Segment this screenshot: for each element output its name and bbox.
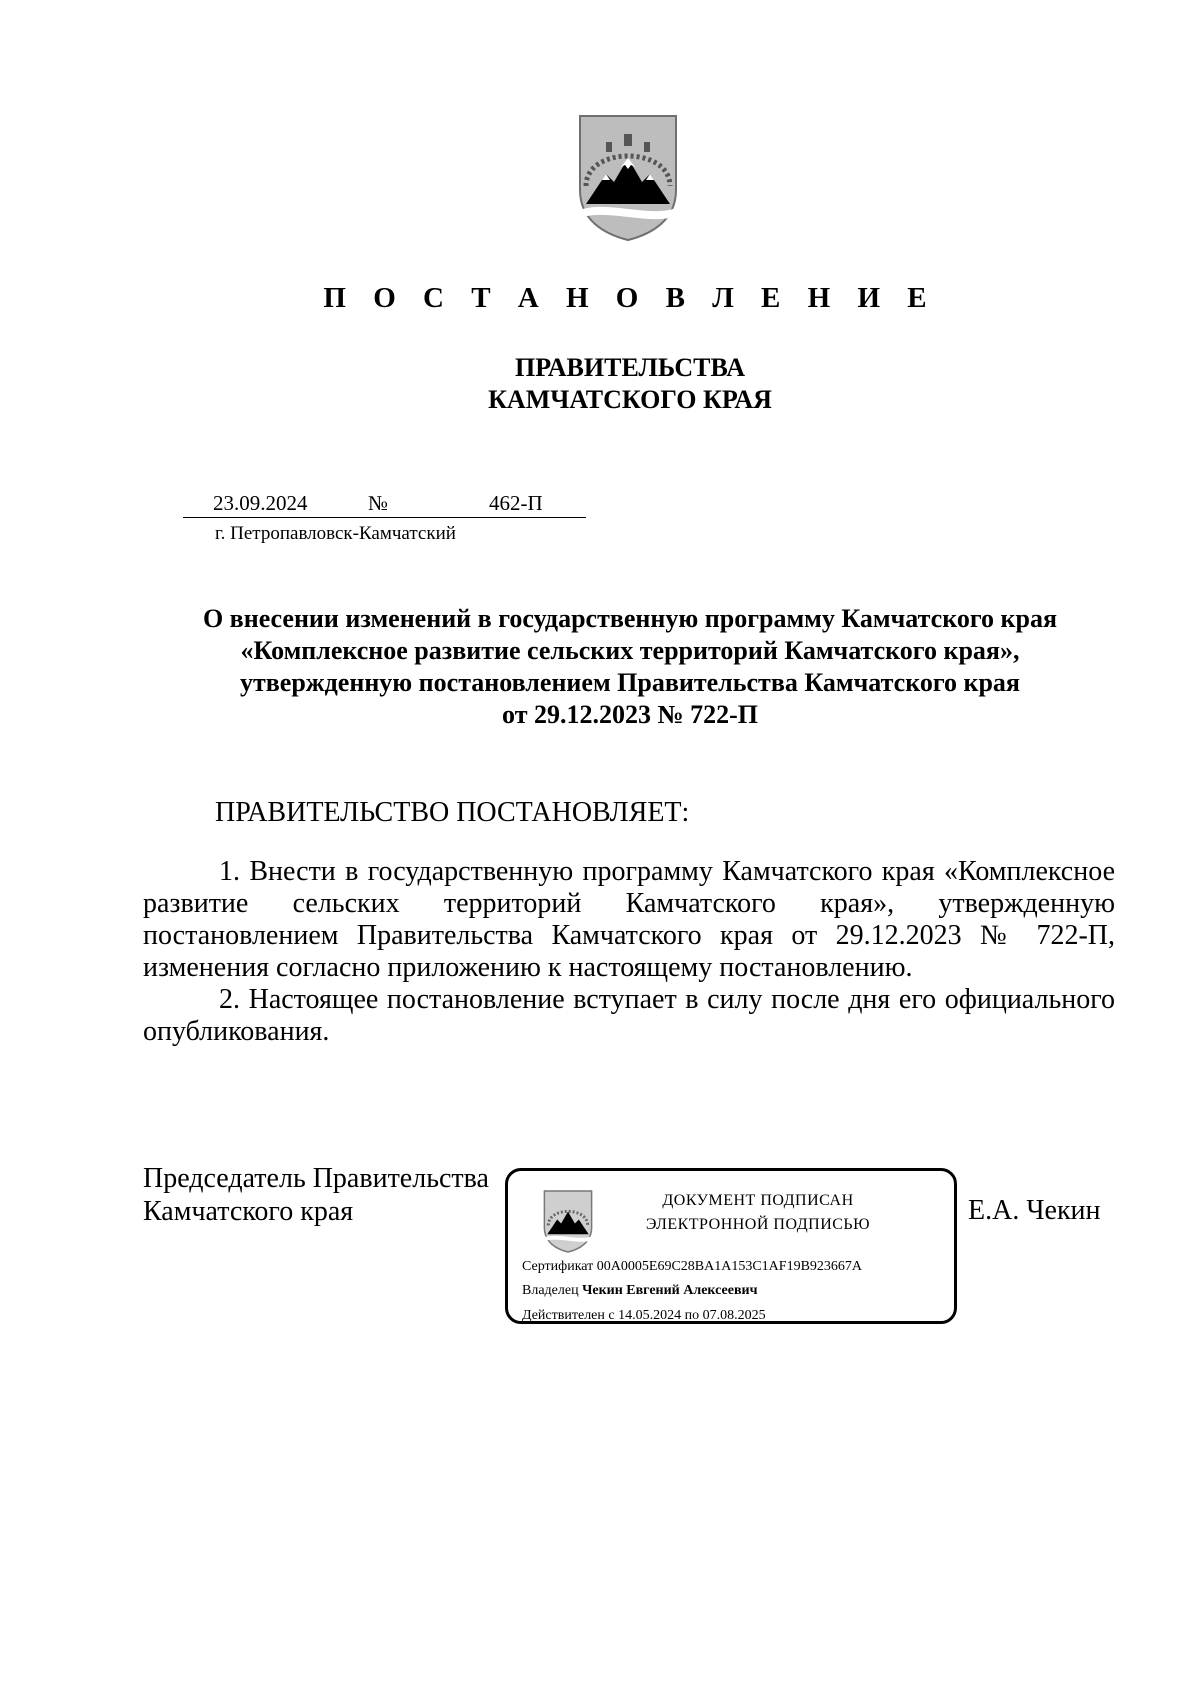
stamp-title-line: ДОКУМЕНТ ПОДПИСАН [662, 1192, 854, 1209]
valid-from: 14.05.2024 [618, 1308, 682, 1323]
stamp-coat-of-arms-icon [542, 1189, 594, 1253]
subject-line: от 29.12.2023 № 722-П [502, 700, 758, 729]
authority-line: ПРАВИТЕЛЬСТВА [515, 353, 745, 382]
subject-line: О внесении изменений в государственную программу Камчатского края [202, 604, 1058, 633]
owner-value: Чекин Евгений Алексеевич [582, 1283, 758, 1298]
stamp-title [608, 1189, 908, 1237]
valid-label: Действителен с [522, 1308, 615, 1323]
certificate-row [522, 1259, 862, 1275]
subject-line: «Комплексное развитие сельских территорий Камчатского края», [240, 636, 1020, 665]
body-paragraph-2: 2. Настоящее постановление вступает в силу после дня его официального опубликования. [143, 984, 1115, 1047]
certificate-value: 00A0005E69C28BA1A153C1AF19B923667A [596, 1259, 863, 1274]
owner-label: Владелец [522, 1283, 579, 1298]
document-type-title: П О С Т А Н О В Л Е Н И Е [323, 282, 937, 314]
authority-line: КАМЧАТСКОГО КРАЯ [488, 385, 772, 414]
valid-to-label: по [684, 1308, 700, 1323]
body-paragraph-1: 1. Внести в государственную программу Камчатского края «Комплексное развитие сельских территорий Камчатского края», утвержденную постановлением Правительства Камчатского края от 29.12.2023 № 722-П, изменения согласно приложению к настоящему постановлению. [143, 856, 1115, 983]
signer-position-line: Председатель Правительства [143, 1163, 489, 1194]
subject-line: утвержденную постановлением Правительства Камчатского края [239, 668, 1020, 697]
signer-position [143, 1162, 489, 1228]
date-number-line [183, 489, 586, 518]
decrees-heading: ПРАВИТЕЛЬСТВО ПОСТАНОВЛЯЕТ: [215, 797, 690, 828]
coat-of-arms-icon [576, 112, 680, 242]
document-body [143, 856, 1115, 1048]
owner-row [522, 1283, 757, 1299]
validity-row [522, 1308, 766, 1324]
document-date: 23.09.2024 [213, 491, 308, 515]
issuing-authority [0, 352, 1200, 416]
document-subject [140, 603, 1120, 731]
signer-name: Е.А. Чекин [968, 1195, 1101, 1226]
valid-to: 07.08.2025 [702, 1308, 766, 1323]
certificate-label: Сертификат [522, 1259, 594, 1274]
number-sign: № [368, 491, 389, 515]
document-number: 462-П [489, 491, 543, 515]
issue-city: г. Петропавловск-Камчатский [215, 523, 456, 544]
signer-position-line: Камчатского края [143, 1196, 354, 1227]
stamp-title-line: ЭЛЕКТРОННОЙ ПОДПИСЬЮ [645, 1216, 871, 1233]
electronic-signature-stamp [505, 1168, 957, 1324]
